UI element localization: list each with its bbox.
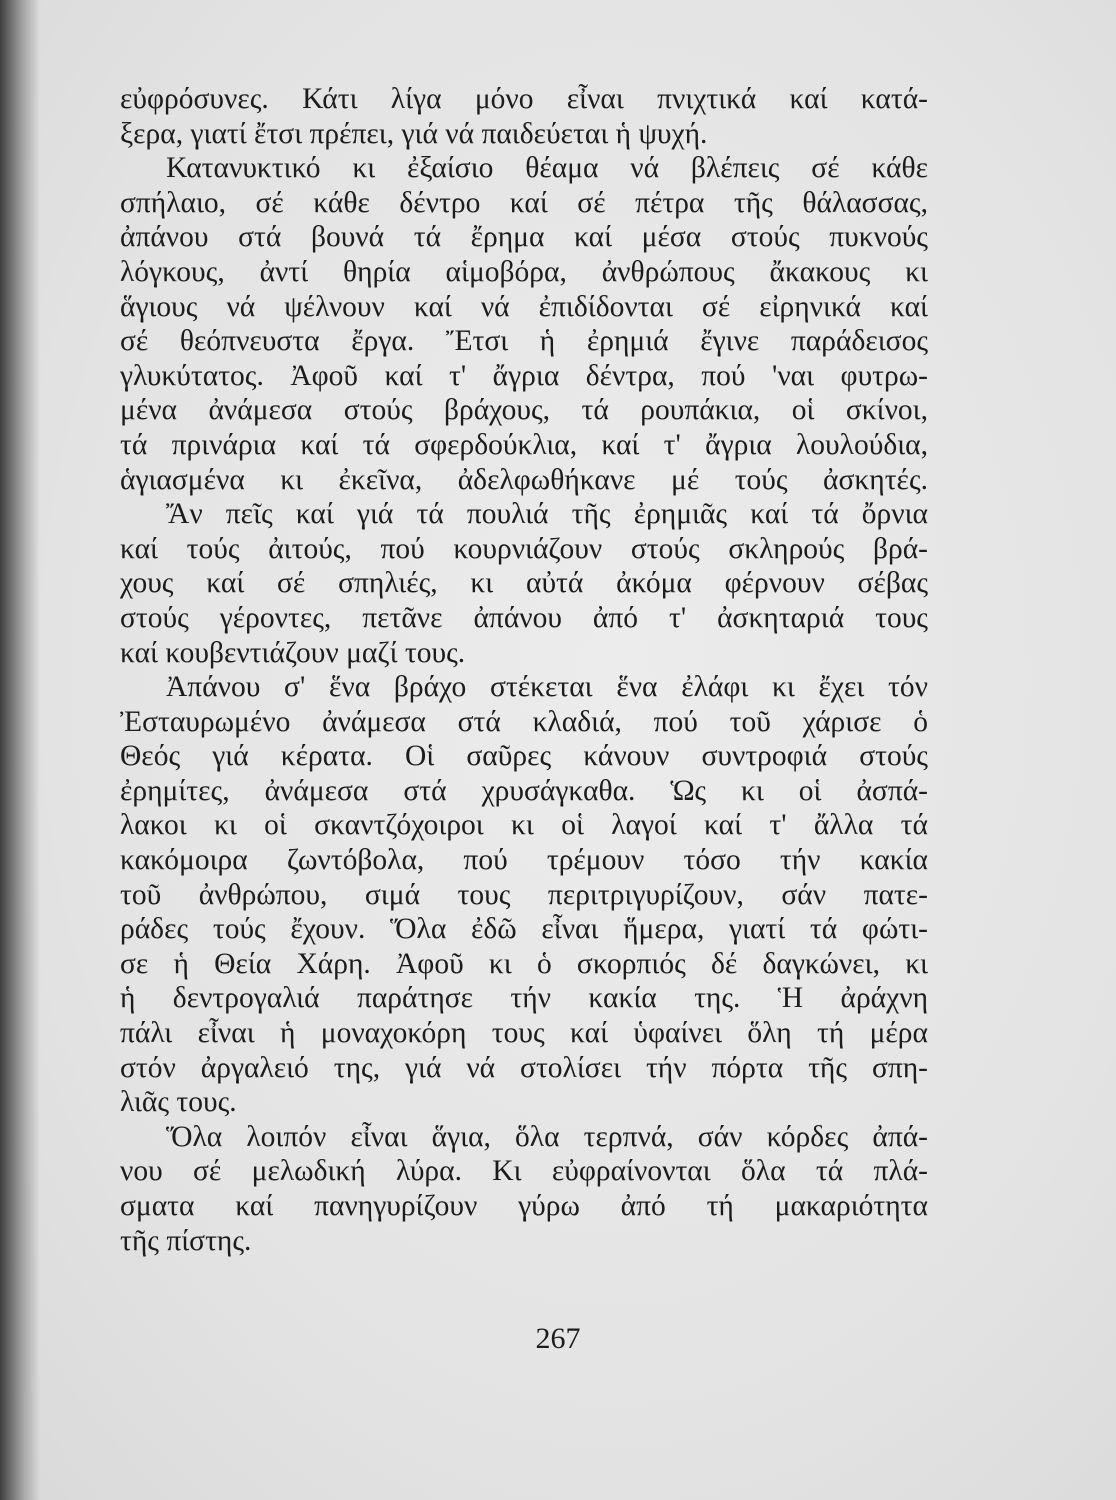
text-line: λακοι κι οἱ σκαντζόχοιροι κι οἱ λαγοί καί τ' ἄλλα τά	[120, 809, 928, 842]
text-line: Ἐσταυρωμένο ἀνάμεσα στά κλαδιά, πού τοῦ χάρισε ὁ	[120, 705, 928, 738]
page-number: 267	[535, 1322, 581, 1355]
text-line: τά πρινάρια καί τά σφερδούκλια, καί τ' ἄγρια λουλούδια,	[120, 428, 928, 461]
book-spine-shadow	[0, 0, 40, 1500]
text-line: μένα ἀνάμεσα στούς βράχους, τά ρουπάκια, οἱ σκίνοι,	[120, 394, 928, 427]
text-line: Ὅλα λοιπόν εἶναι ἅγια, ὅλα τερπνά, σάν κόρδες ἀπά-	[166, 1120, 928, 1153]
text-line: στόν ἀργαλειό της, γιά νά στολίσει τήν πόρτα τῆς σπη-	[120, 1051, 928, 1084]
text-line: πάλι εἶναι ἡ μοναχοκόρη τους καί ὑφαίνει ὅλη τή μέρα	[120, 1017, 928, 1050]
text-line: νου σέ μελωδική λύρα. Κι εὐφραίνονται ὅλα τά πλά-	[120, 1155, 928, 1188]
text-line: ἐρημίτες, ἀνάμεσα στά χρυσάγκαθα. Ὡς κι οἱ ἀσπά-	[120, 774, 928, 807]
body-text	[120, 82, 928, 1258]
text-line: σέ θεόπνευστα ἔργα. Ἔτσι ἡ ἐρημιά ἔγινε παράδεισος	[120, 325, 928, 358]
text-line: χους καί σέ σπηλιές, κι αὐτά ἀκόμα φέρνουν σέβας	[120, 567, 928, 600]
text-line: Κατανυκτικό κι ἐξαίσιο θέαμα νά βλέπεις σέ κάθε	[166, 152, 928, 185]
text-line: ξερα, γιατί ἔτσι πρέπει, γιά νά παιδεύεται ἡ ψυχή.	[120, 117, 708, 150]
text-line: Ἀπάνου σ' ἕνα βράχο στέκεται ἕνα ἐλάφι κι ἔχει τόν	[166, 671, 928, 704]
text-line: καί κουβεντιάζουν μαζί τους.	[120, 636, 466, 669]
text-line: εὐφρόσυνες. Κάτι λίγα μόνο εἶναι πνιχτικά καί κατά-	[120, 83, 928, 115]
text-line: καί τούς ἀιτούς, πού κουρνιάζουν στούς σκληρούς βρά-	[120, 532, 928, 565]
text-line: ἅγιους νά ψέλνουν καί νά ἐπιδίδονται σέ εἰρηνικά καί	[120, 290, 928, 323]
text-line: λιᾶς τους.	[120, 1086, 237, 1119]
text-line: Θεός γιά κέρατα. Οἱ σαῦρες κάνουν συντροφιά στούς	[120, 740, 928, 773]
text-line: γλυκύτατος. Ἀφοῦ καί τ' ἄγρια δέντρα, πού 'ναι φυτρω-	[120, 359, 928, 392]
text-line: ἁγιασμένα κι ἐκεῖνα, ἀδελφωθήκανε μέ τούς ἀσκητές.	[120, 463, 928, 496]
text-line: τοῦ ἀνθρώπου, σιμά τους περιτριγυρίζουν, σάν πατε-	[120, 878, 928, 911]
text-line: στούς γέροντες, πετᾶνε ἀπάνου ἀπό τ' ἀσκηταριά τους	[120, 601, 928, 634]
text-line: σπήλαιο, σέ κάθε δέντρο καί σέ πέτρα τῆς θάλασσας,	[120, 186, 928, 219]
text-line: ράδες τούς ἔχουν. Ὅλα ἐδῶ εἶναι ἥμερα, γιατί τά φώτι-	[120, 913, 928, 946]
text-line: σε ἡ Θεία Χάρη. Ἀφοῦ κι ὁ σκορπιός δέ δαγκώνει, κι	[120, 947, 928, 980]
text-line: τῆς πίστης.	[120, 1224, 252, 1257]
text-line: λόγκους, ἀντί θηρία αἱμοβόρα, ἀνθρώπους ἄκακους κι	[120, 255, 928, 288]
text-line: κακόμοιρα ζωντόβολα, πού τρέμουν τόσο τήν κακία	[120, 844, 928, 877]
text-line: Ἄν πεῖς καί γιά τά πουλιά τῆς ἐρημιᾶς καί τά ὄρνια	[166, 498, 928, 531]
text-line: ἀπάνου στά βουνά τά ἔρημα καί μέσα στούς πυκνούς	[120, 221, 928, 254]
text-line: ἡ δεντρογαλιά παράτησε τήν κακία της. Ἡ ἀράχνη	[120, 982, 928, 1015]
text-line: σματα καί πανηγυρίζουν γύρω ἀπό τή μακαριότητα	[120, 1190, 928, 1222]
